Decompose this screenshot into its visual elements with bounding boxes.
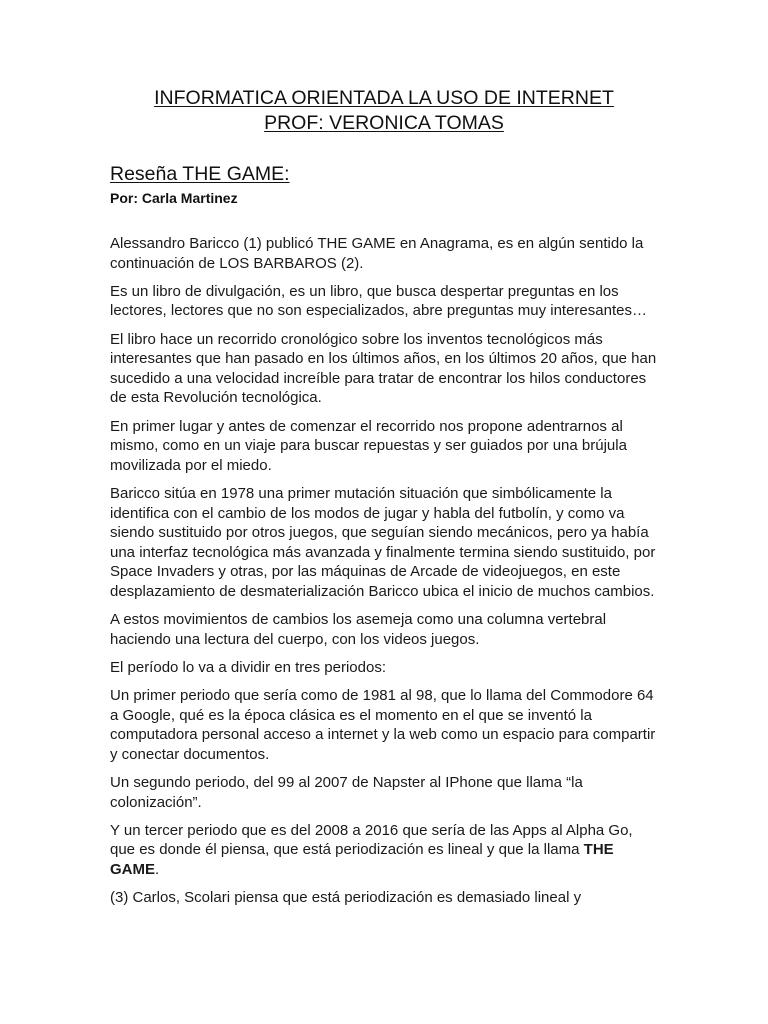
document-header bbox=[0, 86, 768, 136]
paragraph-end: . bbox=[155, 860, 160, 878]
paragraph: En primer lugar y antes de comenzar el recorrido nos propone adentrarnos al mismo, como en un viaje para buscar repuestas y ser guiados por una brújula movilizada por el miedo. bbox=[110, 417, 627, 474]
paragraph bbox=[110, 821, 660, 880]
paragraph: El libro hace un recorrido cronológico sobre los inventos tecnológicos más interesantes que han pasado en los últimos años, en los últimos 20 años, que han sucedido a una velocidad increíble para tratar de encontrar los hilos conductores de esta Revolución tecnológica. bbox=[110, 330, 657, 407]
review-title: Reseña THE GAME: bbox=[110, 163, 290, 185]
author-line: Por: Carla Martinez bbox=[110, 190, 238, 206]
paragraph-text: Y un tercer periodo que es del 2008 a 2016 que sería de las Apps al Alpha Go, que es donde él piensa, que está periodización es lineal y que la llama bbox=[110, 821, 633, 859]
paragraph: Un segundo periodo, del 99 al 2007 de Napster al IPhone que llama “la colonización”. bbox=[110, 774, 583, 811]
professor-name: PROF: VERONICA TOMAS bbox=[264, 112, 504, 134]
paragraph: Es un libro de divulgación, es un libro, que busca despertar preguntas en los lectores, lectores que no son especializados, abre preguntas muy interesantes… bbox=[110, 282, 647, 320]
paragraph: Baricco sitúa en 1978 una primer mutación situación que simbólicamente la identifica con el cambio de los modos de jugar y habla del futbolín, y como va siendo sustituido por otros juegos, que seguían siendo mecánicos, pero ya había una interfaz tecnológica más avanzada y finalmente termina siendo sustituido, por Space Invaders y otras, por las máquinas de Arcade de videojuegos, en este desplazamiento de desmaterialización Baricco ubica el inicio de muchos cambios. bbox=[110, 484, 656, 600]
paragraph: Alessandro Baricco (1) publicó THE GAME en Anagrama, es en algún sentido la continuación de LOS BARBAROS (2). bbox=[110, 235, 644, 272]
paragraph: A estos movimientos de cambios los asemeja como una columna vertebral haciendo una lectura del cuerpo, con los videos juegos. bbox=[110, 611, 607, 648]
paragraph: Un primer periodo que sería como de 1981 al 98, que lo llama del Commodore 64 a Google, qué es la época clásica es el momento en el que se inventó la computadora personal acceso a internet y la web como un espacio para compartir y conectar documentos. bbox=[110, 687, 656, 763]
bold-title: THE GAME bbox=[110, 841, 614, 878]
review-body bbox=[110, 234, 660, 916]
course-title: INFORMATICA ORIENTADA LA USO DE INTERNET bbox=[154, 87, 614, 109]
paragraph: El período lo va a dividir en tres periodos: bbox=[110, 658, 386, 676]
paragraph: (3) Carlos, Scolari piensa que está periodización es demasiado lineal y bbox=[110, 889, 582, 907]
